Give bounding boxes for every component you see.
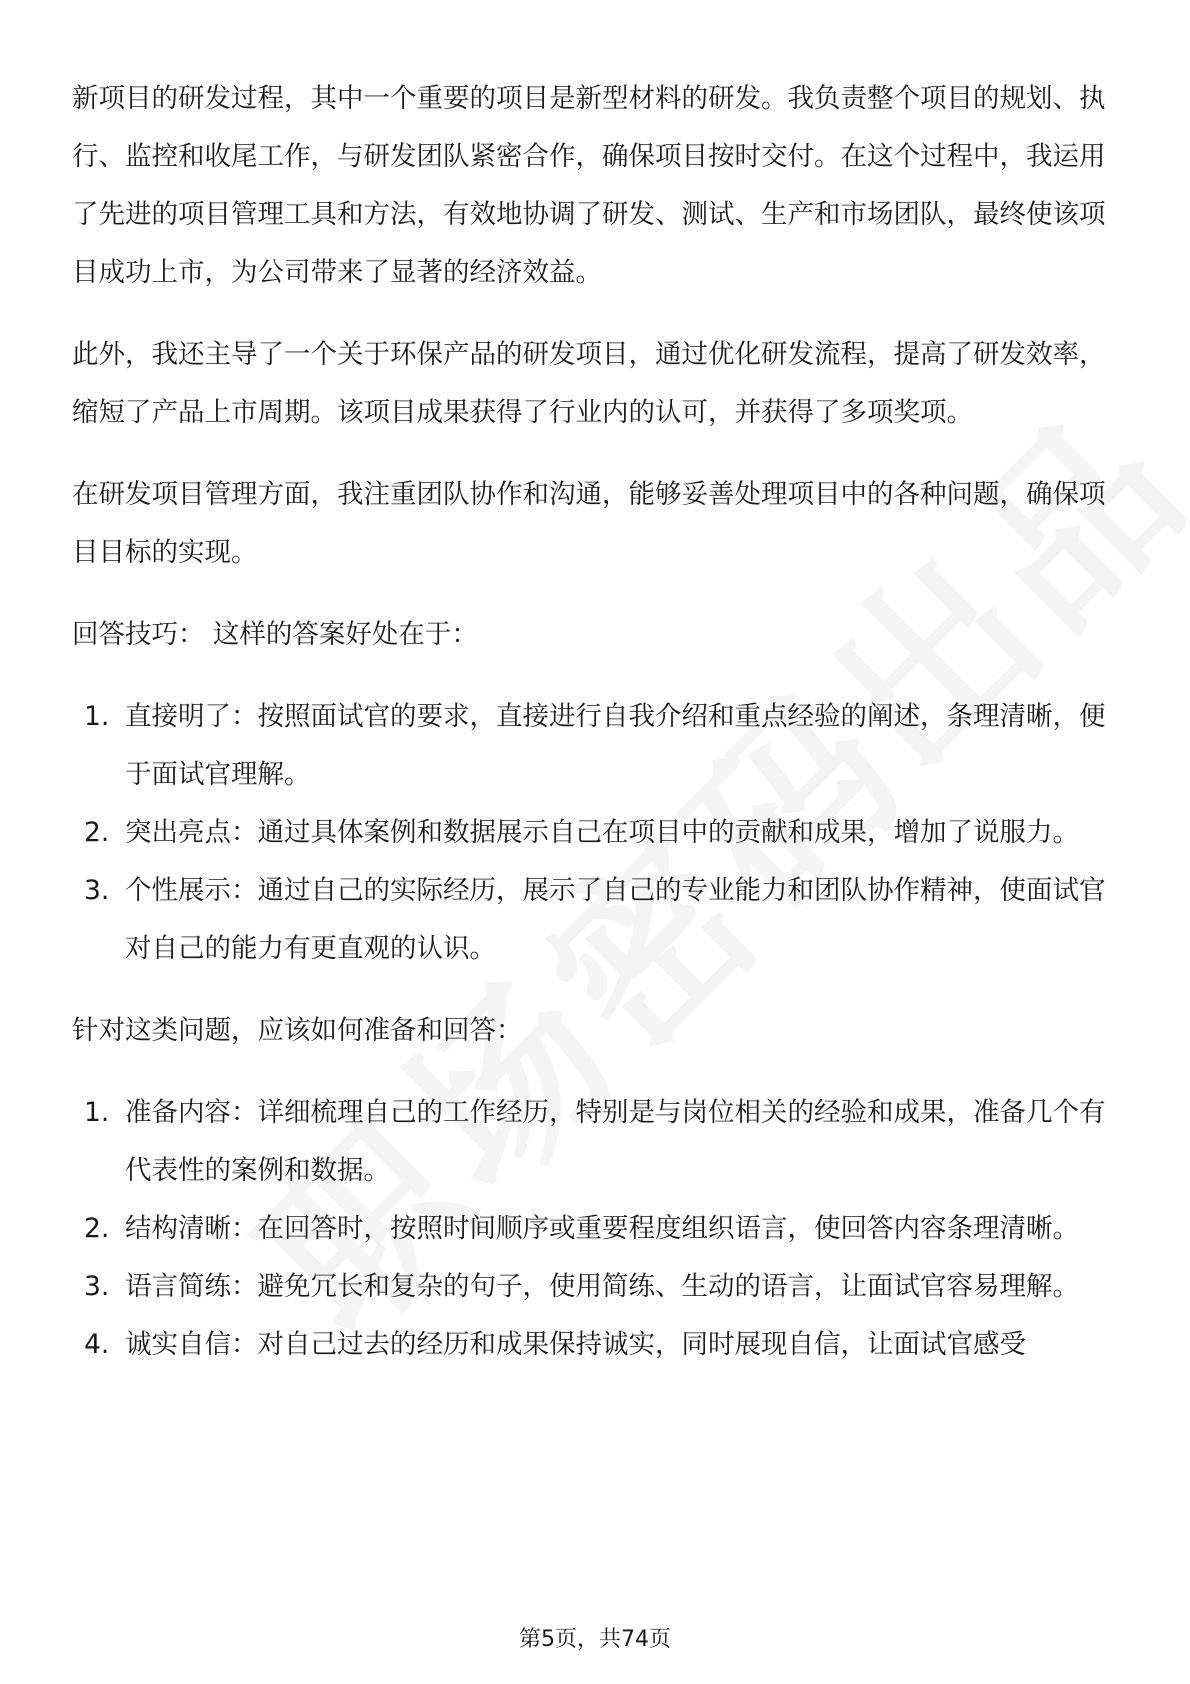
list-number: 2.: [84, 1213, 110, 1244]
list-text: 诚实自信：对自己过去的经历和成果保持诚实，同时展现自信，让面试官感受: [125, 1329, 1026, 1360]
list-text: 结构清晰：在回答时，按照时间顺序或重要程度组织语言，使回答内容条理清晰。: [125, 1213, 1079, 1244]
list-item: [72, 862, 1117, 978]
list-number: 3.: [84, 875, 110, 906]
tips-list: [72, 688, 1117, 978]
list-text: 准备内容：详细梳理自己的工作经历，特别是与岗位相关的经验和成果，准备几个有代表性的案例和数据。: [125, 1097, 1106, 1186]
list-item: [72, 1316, 1117, 1374]
list-item: [72, 804, 1117, 862]
list-item: [72, 688, 1117, 804]
list-text: 突出亮点：通过具体案例和数据展示自己在项目中的贡献和成果，增加了说服力。: [125, 817, 1079, 848]
page-footer: 第5页，共74页: [519, 1627, 671, 1652]
list-number: 4.: [84, 1329, 110, 1360]
list-number: 1.: [84, 1097, 110, 1128]
list-number: 1.: [84, 701, 110, 732]
list-text: 语言简练：避免冗长和复杂的句子，使用简练、生动的语言，让面试官容易理解。: [125, 1271, 1079, 1302]
tips-heading: 回答技巧： 这样的答案好处在于：: [72, 619, 478, 650]
paragraph-project-experience: 新项目的研发过程，其中一个重要的项目是新型材料的研发。我负责整个项目的规划、执行、监控和收尾工作，与研发团队紧密合作，确保项目按时交付。在这个过程中，我运用了先进的项目管理工具和方法，有效地协调了研发、测试、生产和市场团队，最终使该项目成功上市，为公司带来了显著的经济效益。: [72, 83, 1106, 288]
document-body: [72, 70, 1117, 1398]
prep-heading: 针对这类问题，应该如何准备和回答：: [72, 1015, 523, 1046]
list-item: [72, 1084, 1117, 1200]
list-item: [72, 1258, 1117, 1316]
paragraph-eco-project: 此外，我还主导了一个关于环保产品的研发项目，通过优化研发流程，提高了研发效率，缩短了产品上市周期。该项目成果获得了行业内的认可，并获得了多项奖项。: [72, 339, 1106, 428]
list-number: 3.: [84, 1271, 110, 1302]
list-number: 2.: [84, 817, 110, 848]
paragraph-management: 在研发项目管理方面，我注重团队协作和沟通，能够妥善处理项目中的各种问题，确保项目目标的实现。: [72, 479, 1106, 568]
list-text: 个性展示：通过自己的实际经历，展示了自己的专业能力和团队协作精神，使面试官对自己的能力有更直观的认识。: [125, 875, 1106, 964]
list-text: 直接明了：按照面试官的要求，直接进行自我介绍和重点经验的阐述，条理清晰，便于面试官理解。: [125, 701, 1106, 790]
prep-list: [72, 1084, 1117, 1374]
list-item: [72, 1200, 1117, 1258]
